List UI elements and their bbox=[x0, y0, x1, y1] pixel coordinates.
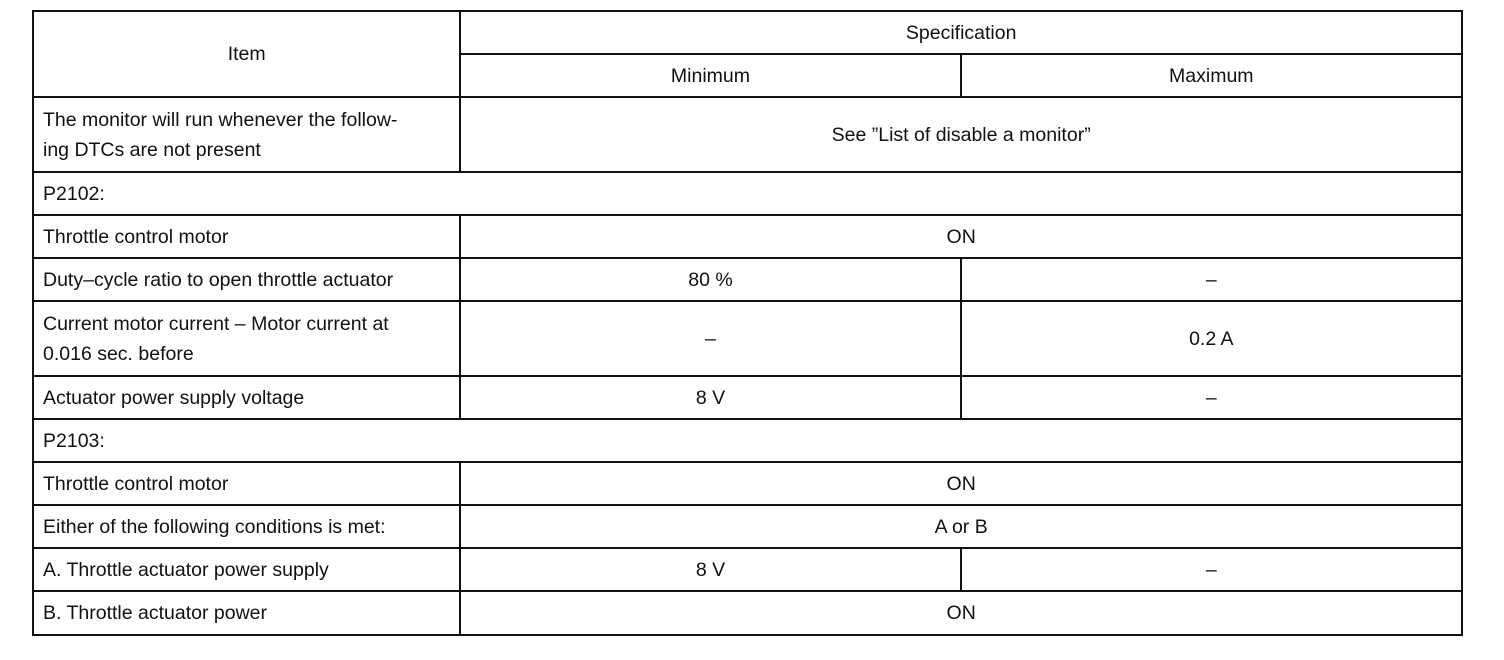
row-spec: See ”List of disable a monitor” bbox=[460, 97, 1462, 172]
row-spec: ON bbox=[460, 215, 1462, 258]
row-item: Throttle control motor bbox=[33, 215, 460, 258]
table-row bbox=[33, 258, 1462, 301]
row-spec: ON bbox=[460, 591, 1462, 635]
section-label: P2103: bbox=[33, 419, 1462, 462]
row-max: – bbox=[961, 258, 1462, 301]
specification-table bbox=[32, 10, 1463, 636]
row-min: 8 V bbox=[460, 548, 960, 591]
row-item: Actuator power supply voltage bbox=[33, 376, 460, 419]
row-spec: A or B bbox=[460, 505, 1462, 548]
header-minimum: Minimum bbox=[460, 54, 960, 97]
row-min: 80 % bbox=[460, 258, 960, 301]
row-item: Duty–cycle ratio to open throttle actuator bbox=[33, 258, 460, 301]
header-item: Item bbox=[33, 11, 460, 97]
row-item: A. Throttle actuator power supply bbox=[33, 548, 460, 591]
table-row bbox=[33, 462, 1462, 505]
row-max: – bbox=[961, 376, 1462, 419]
table-row bbox=[33, 376, 1462, 419]
row-max: – bbox=[961, 548, 1462, 591]
row-max: 0.2 A bbox=[961, 301, 1462, 376]
row-item: Either of the following conditions is met: bbox=[33, 505, 460, 548]
section-label: P2102: bbox=[33, 172, 1462, 215]
row-item: B. Throttle actuator power bbox=[33, 591, 460, 635]
row-spec: ON bbox=[460, 462, 1462, 505]
table-row bbox=[33, 97, 1462, 172]
header-specification: Specification bbox=[460, 11, 1462, 54]
section-row bbox=[33, 419, 1462, 462]
header-row-1 bbox=[33, 11, 1462, 54]
row-item: The monitor will run whenever the follow- ing DTCs are not present bbox=[33, 97, 460, 172]
table-row bbox=[33, 301, 1462, 376]
section-row bbox=[33, 172, 1462, 215]
header-maximum: Maximum bbox=[961, 54, 1462, 97]
table-row bbox=[33, 591, 1462, 635]
table-row bbox=[33, 505, 1462, 548]
row-min: – bbox=[460, 301, 960, 376]
row-min: 8 V bbox=[460, 376, 960, 419]
row-item: Throttle control motor bbox=[33, 462, 460, 505]
table-row bbox=[33, 548, 1462, 591]
row-item: Current motor current – Motor current at 0.016 sec. before bbox=[33, 301, 460, 376]
table-row bbox=[33, 215, 1462, 258]
